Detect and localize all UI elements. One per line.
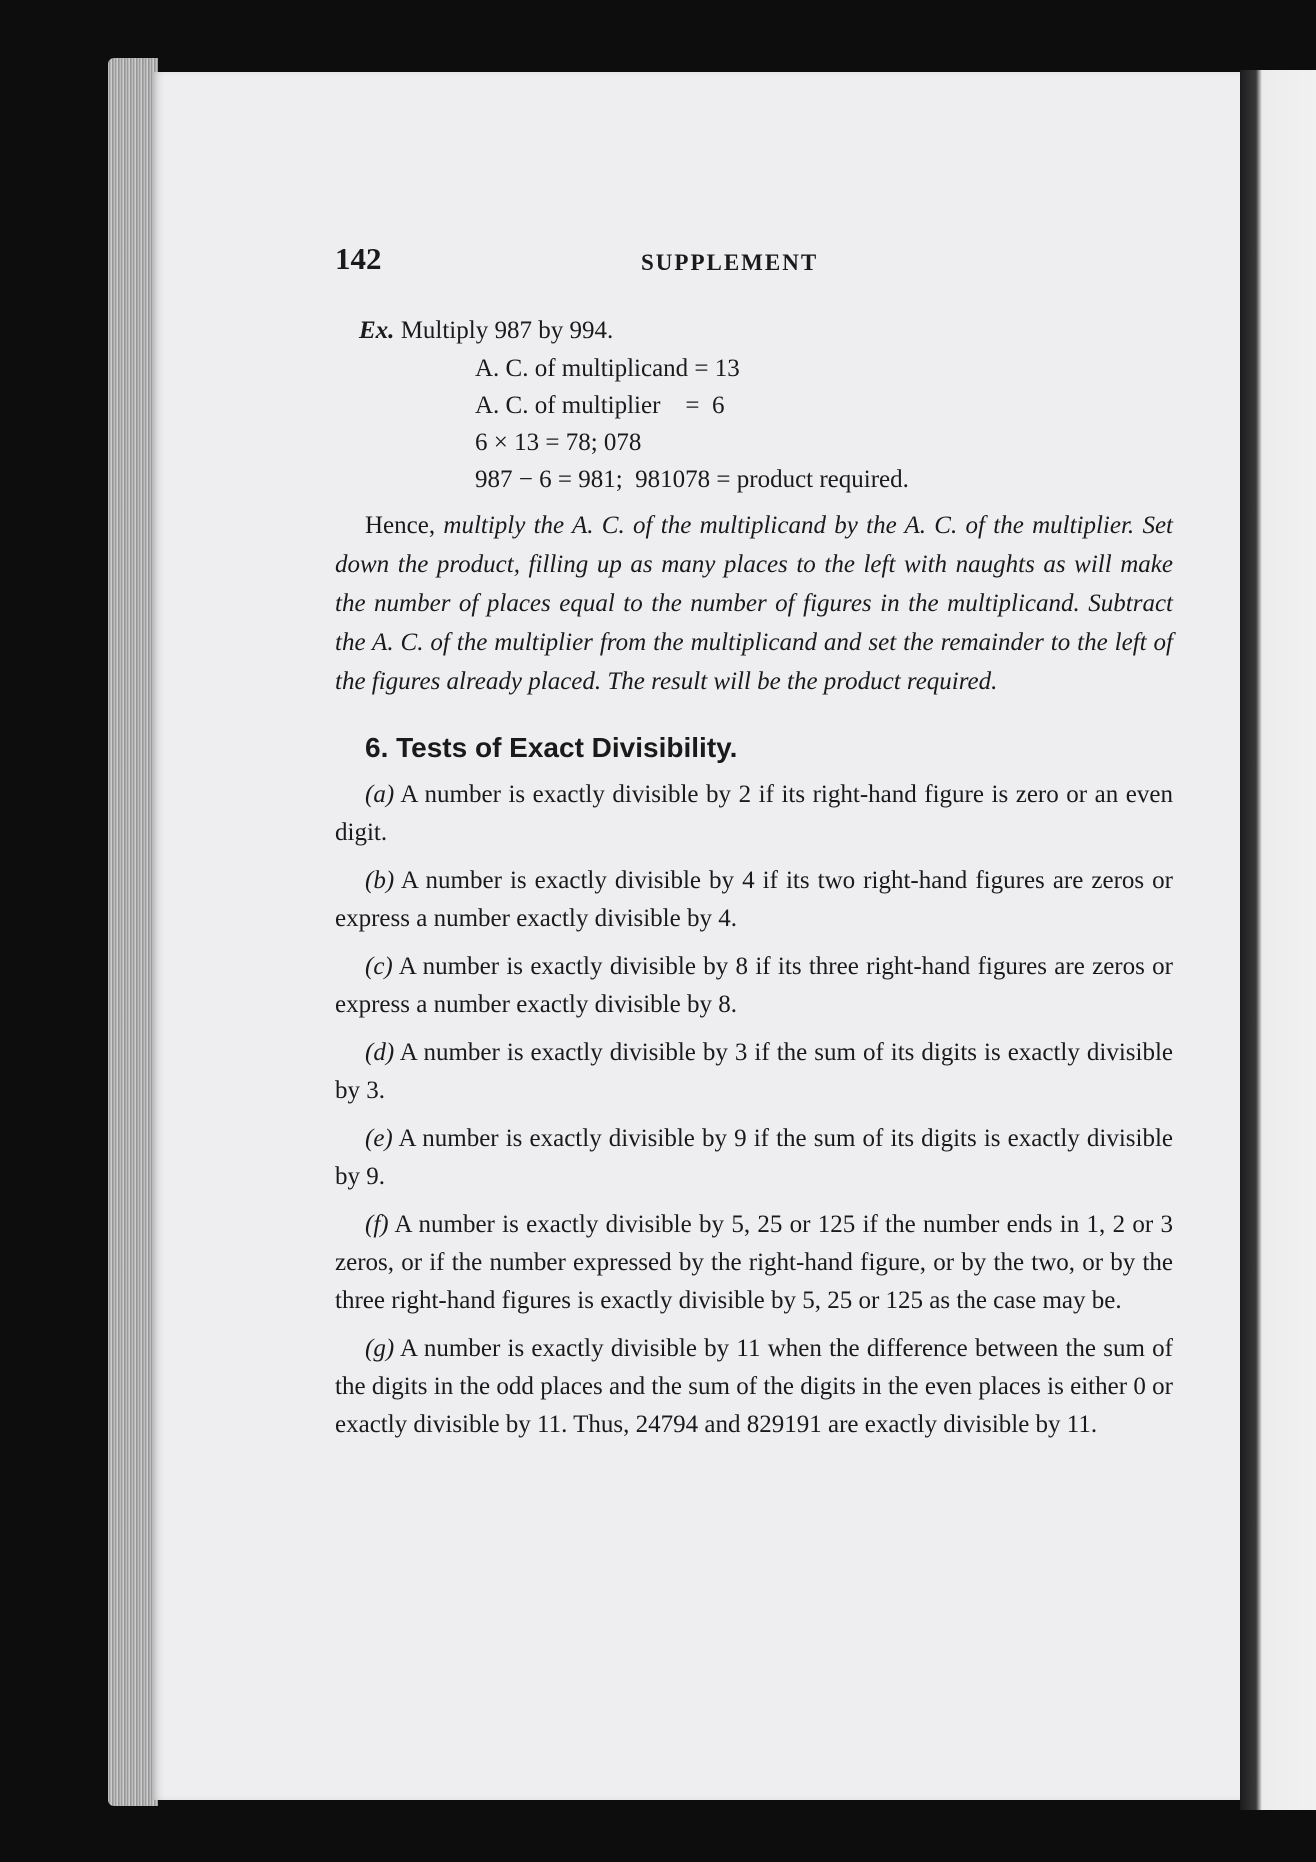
- rule-lead: Hence,: [365, 512, 436, 539]
- test-text: A number is exactly divisible by 8 if its three right-hand figures are zeros or express a number exactly divisible by 8.: [335, 953, 1173, 1018]
- test-item: [335, 1330, 1173, 1444]
- calc-line: 6 × 13 = 78; 078: [475, 429, 642, 456]
- test-item: [335, 1206, 1173, 1320]
- facing-page-edge: [1240, 70, 1316, 1810]
- test-text: A number is exactly divisible by 11 when the difference between the sum of the digits in the odd places and the sum of the digits in the even places is either 0 or exactly divisible by 11. Thus, 24794 and 829191 are exactly divisible by 11.: [335, 1335, 1173, 1438]
- test-letter: (g): [365, 1335, 395, 1362]
- test-text: A number is exactly divisible by 4 if its two right-hand figures are zeros or express a number exactly divisible by 4.: [335, 867, 1174, 932]
- test-item: [335, 862, 1173, 938]
- calc-line: 987 − 6 = 981; 981078 = product required.: [475, 466, 909, 493]
- test-text: A number is exactly divisible by 2 if its right-hand figure is zero or an even digit.: [335, 781, 1173, 846]
- test-item: [335, 1034, 1173, 1110]
- page-number: 142: [335, 241, 382, 276]
- test-letter: (e): [365, 1125, 393, 1152]
- running-head: SUPPLEMENT: [641, 250, 819, 275]
- test-text: A number is exactly divisible by 5, 25 or 125 if the number ends in 1, 2 or 3 zeros, or if the number expressed by the right-hand figure, or by the two, or by the three right-hand figures is exactly divisible by 5, 25 or 125 as the case may be.: [335, 1211, 1173, 1314]
- test-item: [335, 1120, 1173, 1196]
- test-item: [335, 776, 1173, 852]
- test-text: A number is exactly divisible by 9 if the sum of its digits is exactly divisible by 9.: [335, 1125, 1174, 1190]
- test-letter: (b): [365, 867, 395, 894]
- test-letter: (a): [365, 781, 395, 808]
- rule-body: multiply the A. C. of the multiplicand by the A. C. of the multiplier. Set down the product, filling up as many places to the left with naughts as will make the number of places equal to the number of figures in the multiplicand. Subtract the A. C. of the multiplier from the multiplicand and set the remainder to the left of the figures already placed. The result will be the product required.: [335, 512, 1174, 695]
- page-edges: [108, 58, 158, 1806]
- page-header: [335, 240, 1173, 300]
- rule-paragraph: [335, 506, 1173, 701]
- test-letter: (d): [365, 1039, 395, 1066]
- example-text: Multiply 987 by 994.: [400, 317, 614, 344]
- section-title: 6. Tests of Exact Divisibility.: [365, 732, 738, 763]
- calculation-block: [475, 350, 1173, 498]
- test-letter: (c): [365, 953, 393, 980]
- example-line: [335, 312, 1173, 350]
- test-item: [335, 948, 1173, 1024]
- calc-line: A. C. of multiplicand = 13: [475, 355, 740, 382]
- calc-line: A. C. of multiplier = 6: [475, 392, 725, 419]
- page-content: [335, 240, 1173, 1454]
- test-text: A number is exactly divisible by 3 if the sum of its digits is exactly divisible by 3.: [335, 1039, 1173, 1104]
- test-letter: (f): [365, 1211, 389, 1238]
- example-label: Ex.: [359, 317, 395, 344]
